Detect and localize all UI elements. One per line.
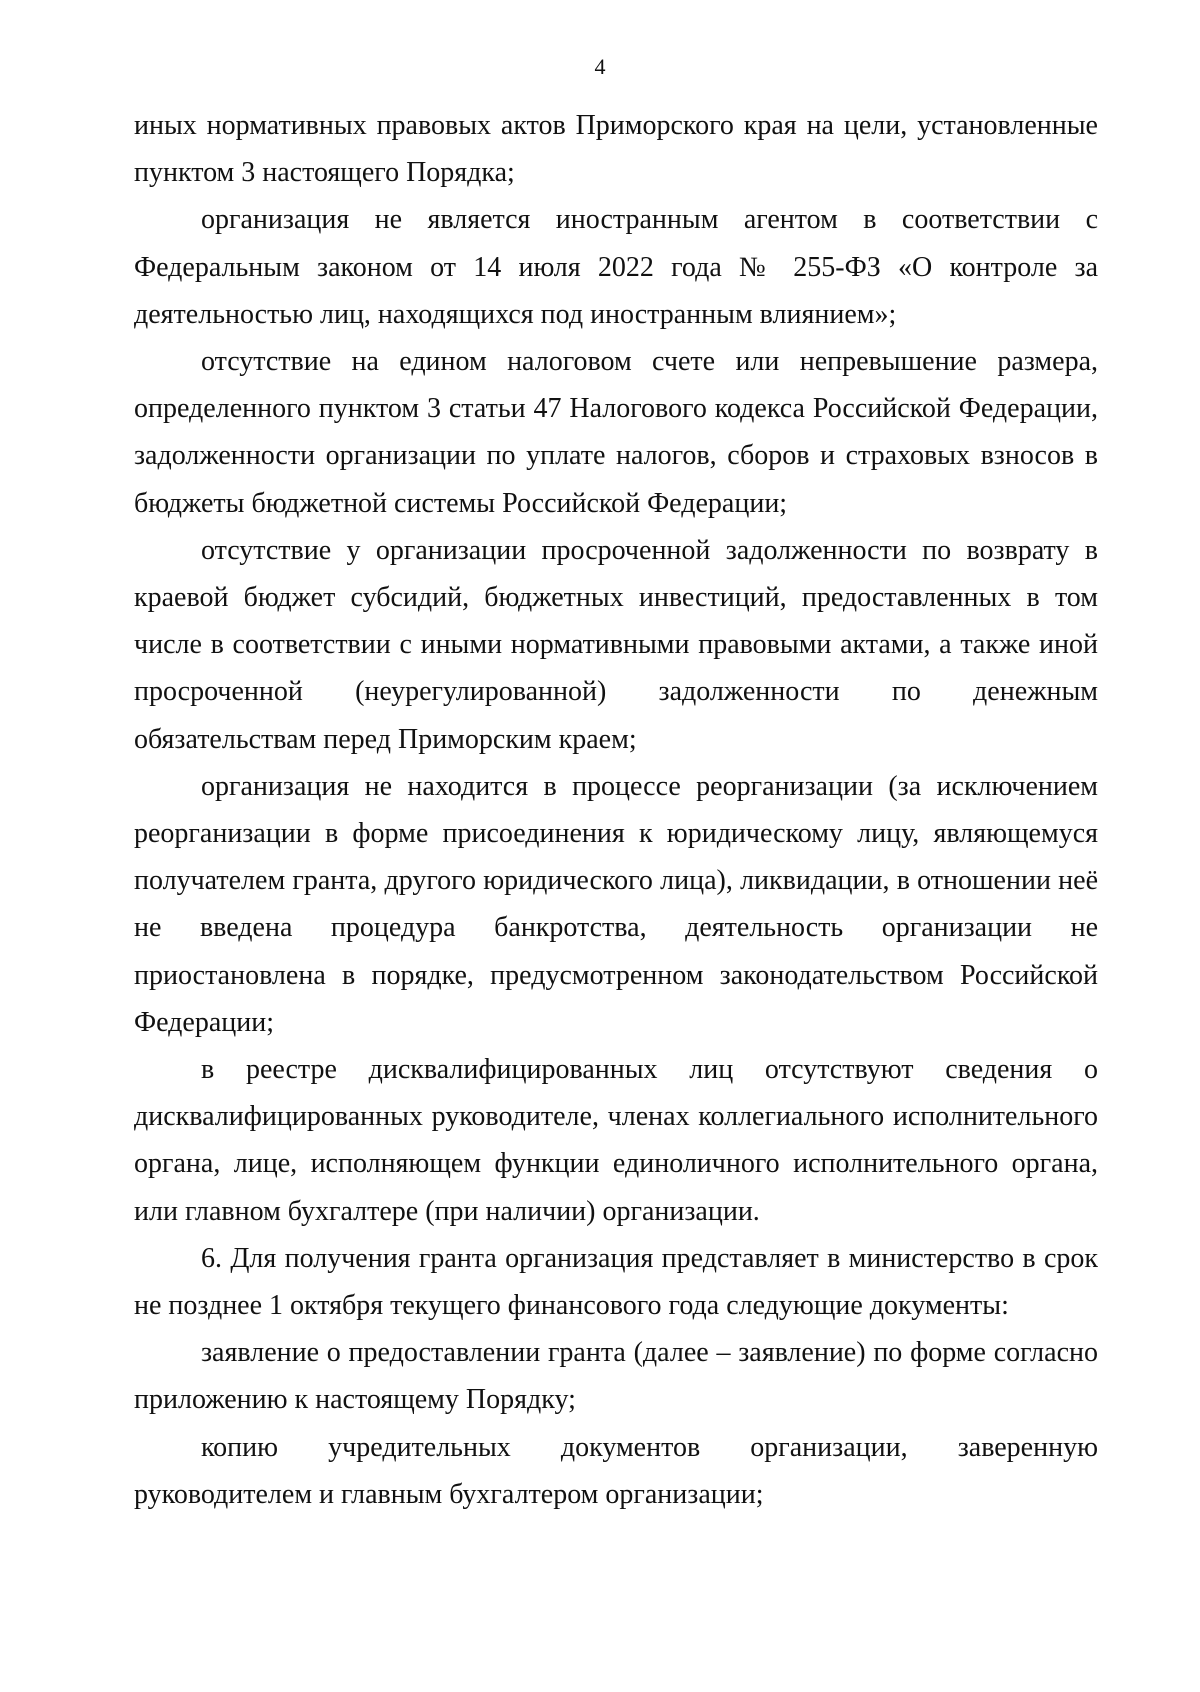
paragraph-reorganization: организация не находится в процессе реорганизации (за исключением реорганизации в форме присоединения к юридическому лицу, являющемуся получателем гранта, другого юридического лица), ликвидации, в отношении неё не введена процедура банкротства, деятельность организации не приостановлена в порядке, предусмотренном законодательством Российской Федерации; <box>134 770 1098 1038</box>
paragraph-continuation: иных нормативных правовых актов Приморского края на цели, установленные пунктом 3 настоящего Порядка; <box>134 110 1098 189</box>
document-body <box>134 102 1098 1518</box>
paragraph-item-6: 6. Для получения гранта организация представляет в министерство в срок не позднее 1 октября текущего финансового года следующие документы: <box>134 1242 1098 1322</box>
paragraph-foreign-agent: организация не является иностранным агентом в соответствии с Федеральным законом от 14 июля 2022 года № 255-ФЗ «О контроле за деятельностью лиц, находящихся под иностранным влиянием»; <box>134 204 1098 330</box>
paragraph-tax-debt: отсутствие на едином налоговом счете или непревышение размера, определенного пунктом 3 статьи 47 Налогового кодекса Российской Федерации, задолженности организации по уплате налогов, сборов и страховых взносов в бюджеты бюджетной системы Российской Федерации; <box>134 346 1098 519</box>
paragraph-overdue-debt: отсутствие у организации просроченной задолженности по возврату в краевой бюджет субсидий, бюджетных инвестиций, предоставленных в том числе в соответствии с иными нормативными правовыми актами, а также иной просроченной (неурегулированной) задолженности по денежным обязательствам перед Приморским краем; <box>134 534 1098 755</box>
paragraph-charter-copy: копию учредительных документов организации, заверенную руководителем и главным бухгалтером организации; <box>134 1431 1098 1510</box>
page-number: 4 <box>594 54 606 79</box>
paragraph-application: заявление о предоставлении гранта (далее – заявление) по форме согласно приложению к настоящему Порядку; <box>134 1337 1098 1416</box>
paragraph-disqualified-persons: в реестре дисквалифицированных лиц отсутствуют сведения о дисквалифицированных руководителе, членах коллегиального исполнительного органа, лице, исполняющем функции единоличного исполнительного органа, или главном бухгалтере (при наличии) организации. <box>134 1054 1098 1227</box>
